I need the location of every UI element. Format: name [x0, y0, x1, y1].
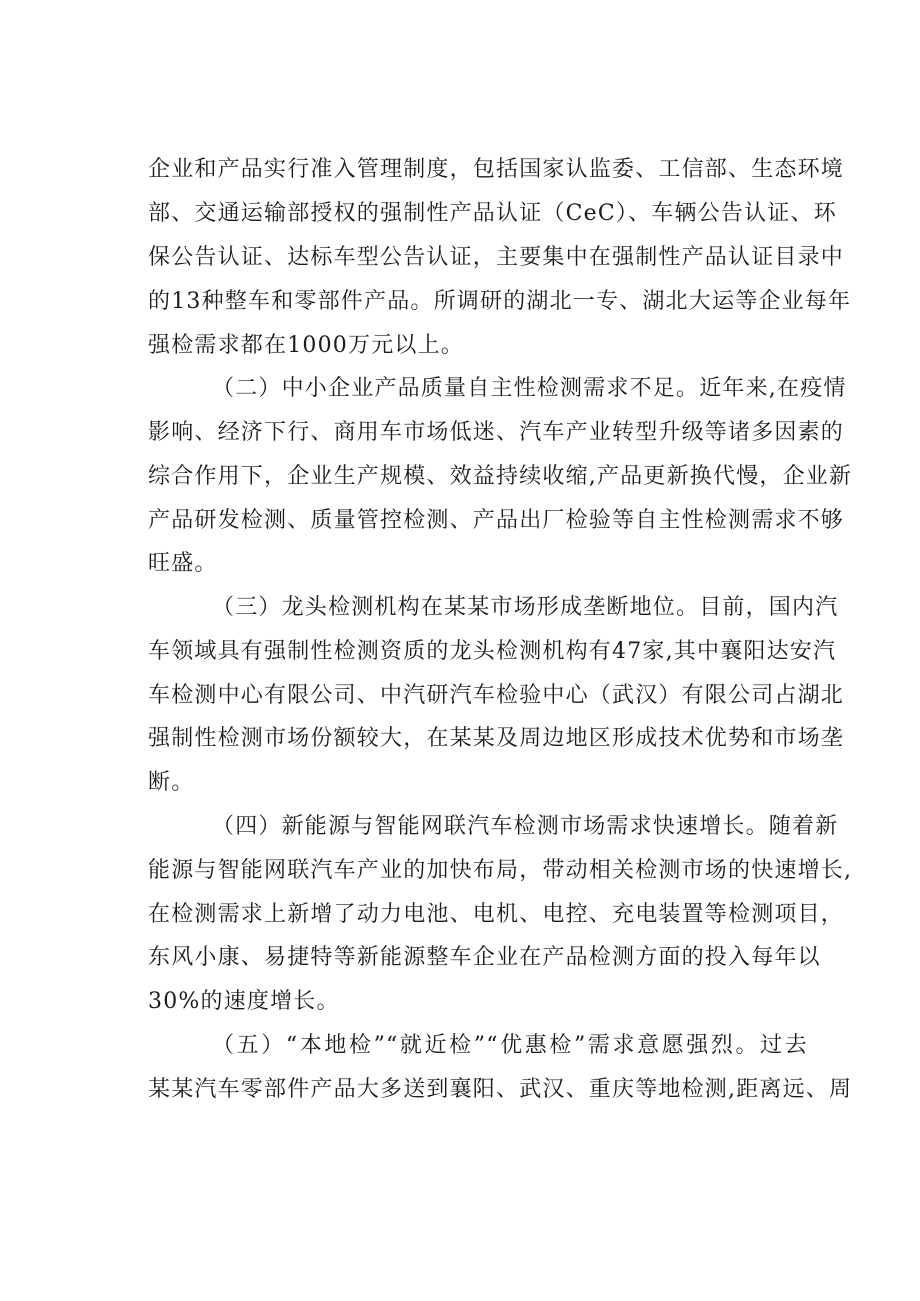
text-line: 企业和产品实行准入管理制度，包括国家认监委、工信部、生态环境 [148, 157, 845, 182]
text-line: 旺盛。 [148, 551, 218, 576]
paragraph-heading-line: （四）新能源与智能网联汽车检测市场需求快速增长。随着新 [212, 814, 839, 839]
text-line: 影响、经济下行、商用车市场低迷、汽车产业转型升级等诸多因素的 [148, 420, 845, 445]
text-line: 保公告认证、达标车型公告认证，主要集中在强制性产品认证目录中 [148, 245, 845, 270]
text-line: 车领域具有强制性检测资质的龙头检测机构有47家,其中襄阳达安汽 [148, 639, 837, 664]
paragraph-heading-line: （三）龙头检测机构在某某市场形成垄断地位。目前，国内汽 [212, 595, 839, 620]
paragraph-heading-line: （二）中小企业产品质量自主性检测需求不足。近年来,在疫情 [212, 376, 847, 401]
text-line: 部、交通运输部授权的强制性产品认证（CeC）、车辆公告认证、环 [148, 201, 837, 226]
text-line: 强检需求都在1000万元以上。 [148, 333, 464, 358]
text-line: 产品研发检测、质量管控检测、产品出厂检验等自主性检测需求不够 [148, 508, 845, 533]
text-line: 车检测中心有限公司、中汽研汽车检验中心（武汉）有限公司占湖北 [148, 683, 845, 708]
text-line: 某某汽车零部件产品大多送到襄阳、武汉、重庆等地检测,距离远、周 [148, 1077, 853, 1102]
text-line: 在检测需求上新增了动力电池、电机、电控、充电装置等检测项目， [148, 902, 845, 927]
text-line: 能源与智能网联汽车产业的加快布局，带动相关检测市场的快速增长, [148, 858, 853, 883]
text-line: 的13种整车和零部件产品。所调研的湖北一专、湖北大运等企业每年 [148, 289, 852, 314]
paragraph-heading-line: （五）“本地检”“就近检”“优惠检”需求意愿强烈。过去 [212, 1033, 808, 1058]
text-line: 断。 [148, 770, 195, 795]
text-line: 综合作用下，企业生产规模、效益持续收缩,产品更新换代慢，企业新 [148, 464, 853, 489]
text-line: 强制性检测市场份额较大，在某某及周边地区形成技术优势和市场垄 [148, 726, 845, 751]
text-line: 东风小康、易捷特等新能源整车企业在产品检测方面的投入每年以 [148, 945, 821, 970]
text-line: 30%的速度增长。 [148, 989, 340, 1014]
